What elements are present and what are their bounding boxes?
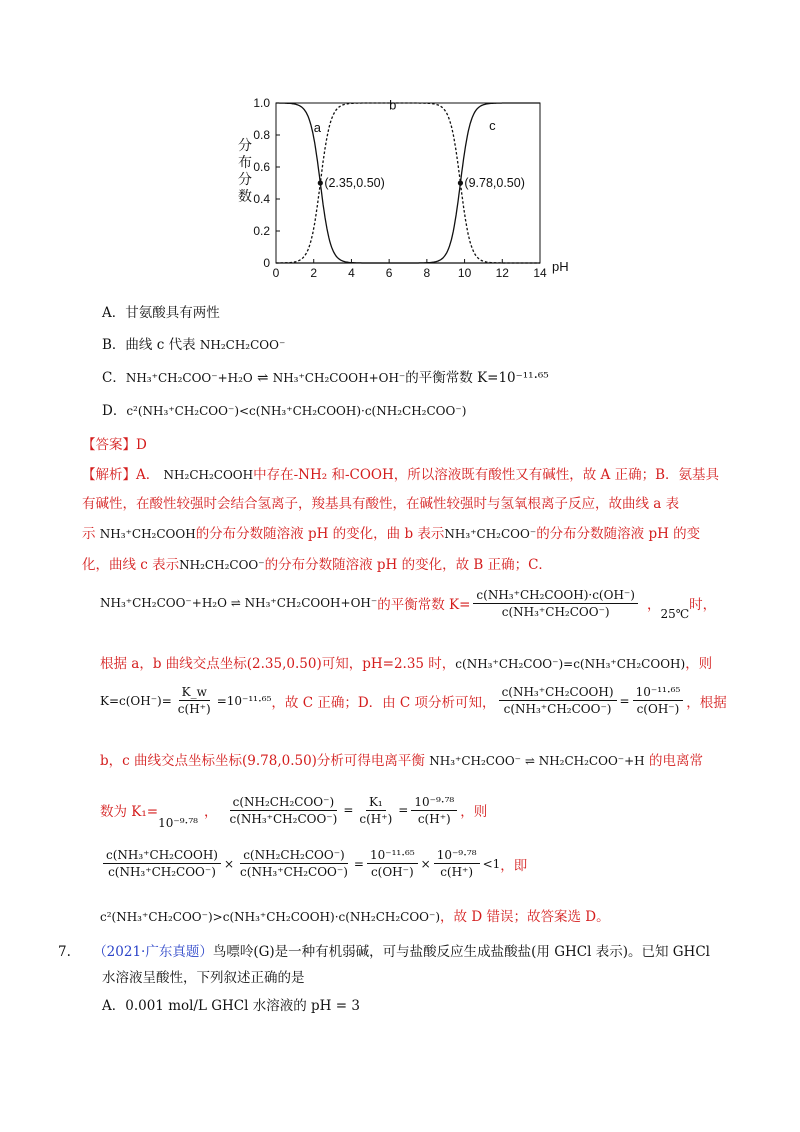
- distribution-chart: [220, 88, 590, 288]
- series-a-label: a: [313, 119, 321, 135]
- intersection-point: [318, 180, 323, 185]
- question-7-option-a: A．0.001 mol/L GHCl 水溶液的 pH = 3: [102, 998, 360, 1014]
- x-axis-label: pH: [552, 259, 569, 274]
- equation-right: NH₃⁺CH₂COOH+OH⁻: [272, 371, 406, 385]
- option-a: [102, 301, 220, 321]
- analysis-line-11: c²(NH₃⁺CH₂COO⁻)>c(NH₃⁺CH₂COOH)·c(NH₂CH₂COO⁻)，故 D 错误；故答案选 D。: [100, 909, 610, 925]
- answer-line: 【答案】D: [82, 437, 147, 453]
- question-7: [58, 940, 710, 960]
- intersection-label: (2.35,0.50): [324, 176, 385, 190]
- intersection-label: (9.78,0.50): [464, 176, 525, 190]
- question-stem-2: 水溶液呈酸性，下列叙述正确的是: [102, 970, 305, 986]
- x-tick-label: 10: [457, 266, 472, 280]
- analysis-line-2: 有碱性，在酸性较强时会结合氢离子，羧基具有酸性，在碱性较强时与氢氧根离子反应，故曲线 a 表: [82, 496, 680, 512]
- species-glycinate: NH₂CH₂COO⁻: [199, 338, 286, 352]
- x-tick-label: 8: [423, 266, 431, 280]
- option-b: [102, 333, 285, 353]
- x-tick-label: 2: [310, 266, 318, 280]
- x-tick-label: 4: [348, 266, 355, 280]
- equilibrium-arrow-icon: ⇌: [257, 370, 269, 386]
- option-c-suffix: 的平衡常数 K=10⁻¹¹·⁶⁵: [405, 370, 549, 386]
- x-tick-label: 0: [272, 266, 280, 280]
- equation-left: NH₃⁺CH₂COO⁻+H₂O: [125, 371, 253, 385]
- chart-annotations: [318, 176, 525, 190]
- y-tick-label: 1.0: [253, 96, 270, 110]
- analysis-line-1: 【解析】A． NH₂CH₂COOH中存在-NH₂ 和-COOH，所以溶液既有酸性又有碱性，故 A 正确；B．氨基具: [82, 467, 720, 483]
- y-tick-label: 0.2: [253, 224, 270, 238]
- y-tick-label: 0.6: [253, 160, 270, 174]
- option-d-label: D．: [102, 403, 127, 419]
- y-axis-label: 分布分数: [238, 137, 252, 204]
- analysis-line-6: 根据 a，b 曲线交点坐标(2.35,0.50)可知，pH=2.35 时，c(NH₃⁺CH₂COO⁻)=c(NH₃⁺CH₂COOH)，则: [100, 656, 713, 672]
- option-c: [102, 366, 549, 386]
- analysis-line-10: $\frac{\text{c(NH₃⁺CH₂COOH)}}{\text{c(NH₃⁺CH₂COO⁻)}}$ × $\frac{\text{c(NH₂CH₂COO⁻)}}{\text{c(NH₃⁺CH₂COO⁻)}}$ = $\frac{\text{10⁻¹¹·⁶⁵}}{c(OH^-)}$ × $\frac{\text{10⁻⁹·⁷⁸}}{c(H^+)}$ <1 ，即: [100, 848, 527, 879]
- y-tick-label: 0.8: [253, 128, 270, 142]
- question-number: 7.: [58, 944, 71, 960]
- y-tick-label: 0.4: [253, 192, 270, 206]
- analysis-line-5: NH₃⁺CH₂COO⁻+H₂O ⇌ NH₃⁺CH₂COOH+OH⁻ 的平衡常数 K= $\frac{\text{c(NH₃⁺CH₂COOH)·c(OH⁻)}}{\text{c(NH₃⁺CH₂COO⁻)}}$ ， 25℃ 时，: [100, 587, 717, 621]
- analysis-line-4: 化，曲线 c 表示NH₂CH₂COO⁻的分布分数随溶液 pH 的变化，故 B 正确；C．: [82, 557, 552, 573]
- analysis-line-9: 数为 K₁= 10⁻⁹·⁷⁸ ， $\frac{\text{c(NH₂CH₂COO⁻)}}{\text{c(NH₃⁺CH₂COO⁻)}}$ = $\frac{\text{K₁}}{c(H^+)}$ = $\frac{\text{10⁻⁹·⁷⁸}}{c(H^+)}$ ，则: [100, 794, 488, 830]
- option-b-text: B．曲线 c 代表: [102, 337, 200, 353]
- option-a-text: A．甘氨酸具有两性: [102, 305, 220, 321]
- y-tick-label: 0: [263, 256, 270, 270]
- series-b-label: b: [389, 97, 397, 113]
- option-d: D．c²(NH₃⁺CH₂COO⁻)<c(NH₃⁺CH₂COOH)·c(NH₂CH₂COO⁻): [102, 403, 467, 419]
- intersection-point: [458, 180, 463, 185]
- option-c-label: C．: [102, 370, 126, 386]
- question-stem-1: 鸟嘌呤(G)是一种有机弱碱，可与盐酸反应生成盐酸盐(用 GHCl 表示)。已知 GHCl: [212, 944, 710, 960]
- analysis-line-7: K=c(OH⁻)= $\frac{K\_w}{c(H^+)}$ =10⁻¹¹·⁶⁵ ，故 C 正确；D．由 C 项分析可知， $\frac{\text{c(NH₃⁺CH₂COOH)}}{\text{c(NH₃⁺CH₂COO⁻)}}$ = $\frac{\text{10⁻¹¹·⁶⁵}}{c(OH^-)}$ ，根据: [100, 685, 727, 716]
- x-tick-label: 14: [533, 266, 547, 280]
- question-source: （2021·广东真题）: [93, 944, 213, 960]
- analysis-line-8: b，c 曲线交点坐标坐标(9.78,0.50)分析可得电离平衡 NH₃⁺CH₂COO⁻ ⇌ NH₂CH₂COO⁻+H 的电离常: [100, 753, 703, 769]
- analysis-line-3: 示 NH₃⁺CH₂COOH的分布分数随溶液 pH 的变化，曲 b 表示NH₃⁺CH₂COO⁻的分布分数随溶液 pH 的变: [82, 526, 701, 542]
- series-c-label: c: [489, 118, 496, 134]
- x-tick-label: 12: [495, 266, 509, 280]
- x-tick-label: 6: [385, 266, 393, 280]
